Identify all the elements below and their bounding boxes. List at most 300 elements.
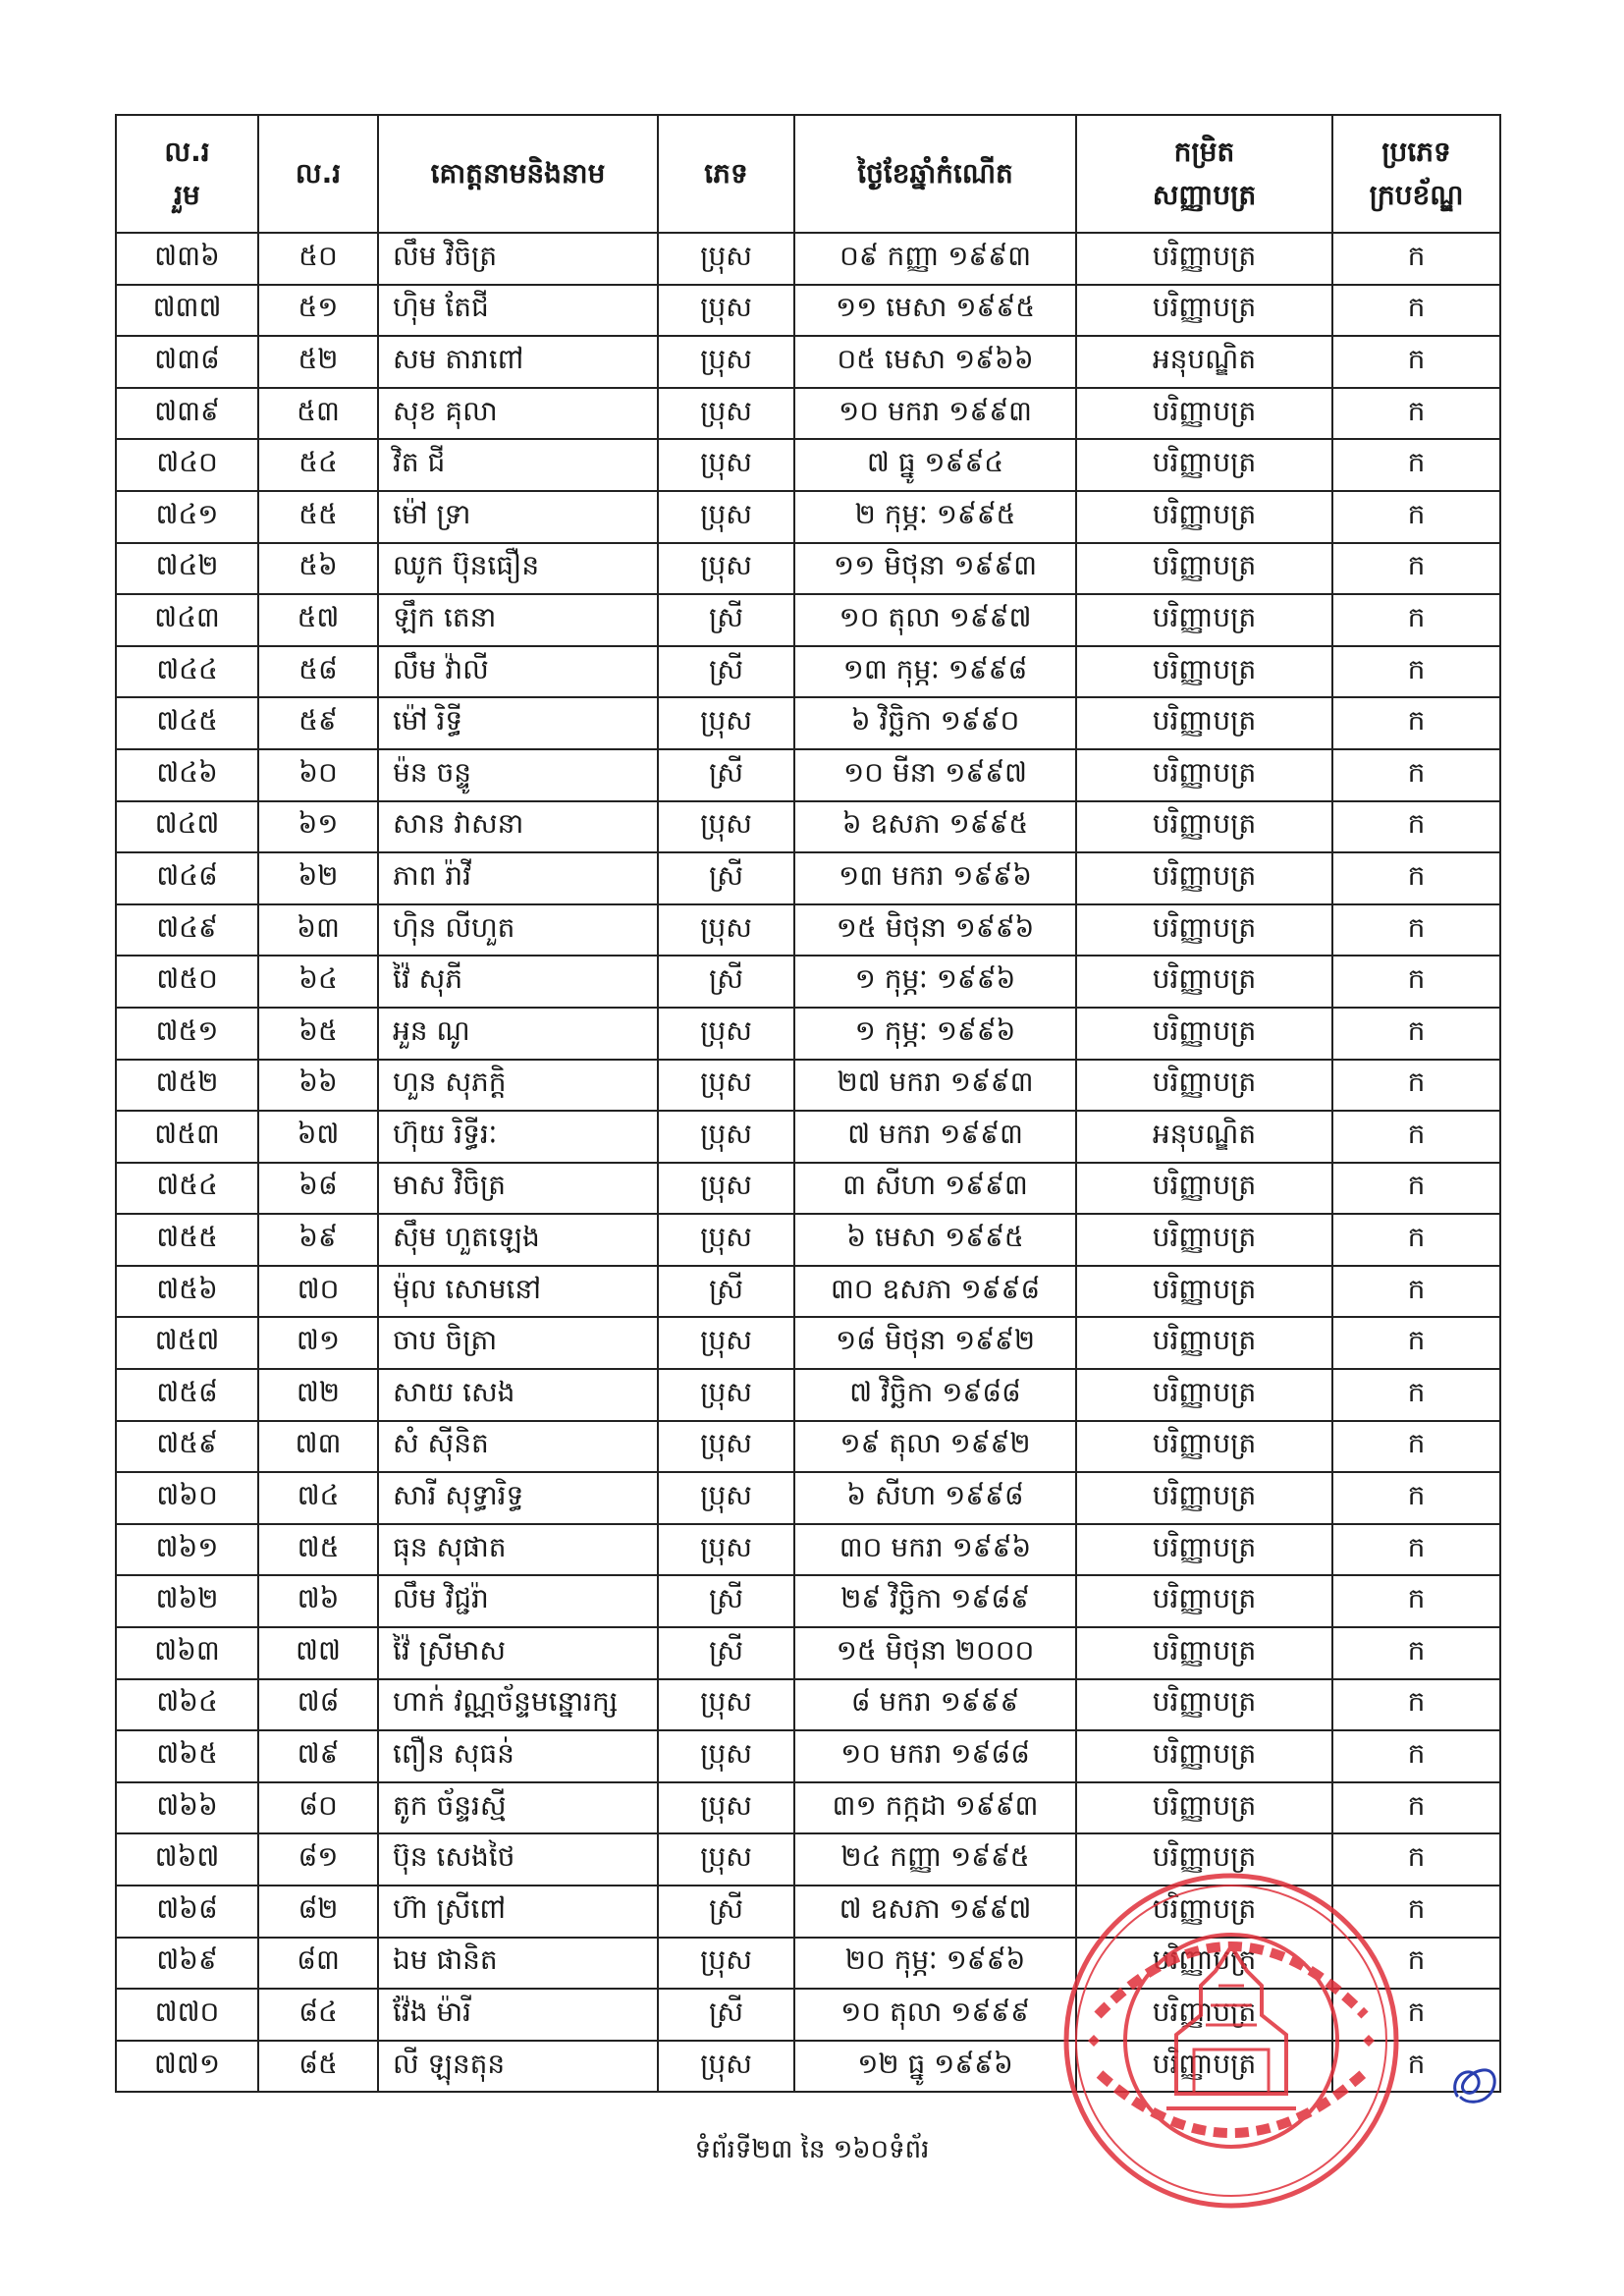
cell-category: ក <box>1332 1214 1500 1266</box>
cell-degree: បរិញ្ញាបត្រ <box>1076 852 1332 904</box>
cell-no: ៧៦ <box>258 1575 378 1627</box>
cell-no: ៥៦ <box>258 543 378 595</box>
cell-name: ហ៊ិន លីហួត <box>378 904 658 957</box>
cell-name: ប៊ុន សេងថៃ <box>378 1833 658 1886</box>
cell-degree: បរិញ្ញាបត្រ <box>1076 1421 1332 1473</box>
cell-category: ក <box>1332 2041 1500 2093</box>
cell-total-no: ៧៤៣ <box>116 594 258 646</box>
cell-total-no: ៧៤០ <box>116 439 258 491</box>
cell-total-no: ៧៧១ <box>116 2041 258 2093</box>
cell-sex: ប្រុស <box>658 1214 794 1266</box>
table-row <box>116 1369 1500 1421</box>
cell-no: ៦៦ <box>258 1060 378 1112</box>
table-row <box>116 852 1500 904</box>
cell-category: ក <box>1332 646 1500 698</box>
cell-degree: បរិញ្ញាបត្រ <box>1076 1833 1332 1886</box>
cell-degree: បរិញ្ញាបត្រ <box>1076 904 1332 957</box>
cell-no: ៧៥ <box>258 1524 378 1576</box>
cell-category: ក <box>1332 439 1500 491</box>
cell-degree: បរិញ្ញាបត្រ <box>1076 1266 1332 1318</box>
header-birthdate: ថ្ងៃខែឆ្នាំកំណើត <box>794 115 1076 233</box>
table-body <box>116 233 1500 2092</box>
cell-category: ក <box>1332 1317 1500 1369</box>
cell-birthdate: ១៩ តុលា ១៩៩២ <box>794 1421 1076 1473</box>
cell-no: ៧៩ <box>258 1730 378 1782</box>
cell-name: ភាព រ៉ាវី <box>378 852 658 904</box>
cell-birthdate: ៧ វិច្ឆិកា ១៩៨៨ <box>794 1369 1076 1421</box>
cell-degree: បរិញ្ញាបត្រ <box>1076 749 1332 801</box>
table-row <box>116 1730 1500 1782</box>
cell-sex: ប្រុស <box>658 1060 794 1112</box>
cell-sex: ប្រុស <box>658 1008 794 1060</box>
header-sex: ភេទ <box>658 115 794 233</box>
cell-category: ក <box>1332 594 1500 646</box>
cell-category: ក <box>1332 1627 1500 1679</box>
cell-name: វ៉ែង ម៉ារី <box>378 1989 658 2041</box>
cell-no: ៨៣ <box>258 1938 378 1990</box>
cell-birthdate: ២០ កុម្ភៈ ១៩៩៦ <box>794 1938 1076 1990</box>
cell-category: ក <box>1332 749 1500 801</box>
cell-sex: ប្រុស <box>658 697 794 749</box>
cell-sex: ស្រី <box>658 1989 794 2041</box>
cell-no: ៧១ <box>258 1317 378 1369</box>
cell-degree: បរិញ្ញាបត្រ <box>1076 646 1332 698</box>
cell-category: ក <box>1332 956 1500 1008</box>
table-row <box>116 1008 1500 1060</box>
cell-no: ៧៤ <box>258 1472 378 1524</box>
cell-total-no: ៧៦៤ <box>116 1679 258 1731</box>
table-row <box>116 2041 1500 2093</box>
cell-total-no: ៧៥០ <box>116 956 258 1008</box>
personnel-table <box>115 114 1501 2093</box>
cell-degree: អនុបណ្ឌិត <box>1076 336 1332 388</box>
cell-sex: ស្រី <box>658 1886 794 1938</box>
table-row <box>116 1575 1500 1627</box>
cell-total-no: ៧៦០ <box>116 1472 258 1524</box>
cell-no: ៦៧ <box>258 1111 378 1163</box>
table-row <box>116 388 1500 440</box>
cell-name: សំ ស៊ីនិត <box>378 1421 658 1473</box>
cell-no: ៦៣ <box>258 904 378 957</box>
cell-category: ក <box>1332 1008 1500 1060</box>
cell-category: ក <box>1332 1111 1500 1163</box>
table-row <box>116 1627 1500 1679</box>
cell-sex: ស្រី <box>658 1266 794 1318</box>
cell-name: សម តារាពៅ <box>378 336 658 388</box>
cell-category: ក <box>1332 1421 1500 1473</box>
cell-total-no: ៧៣៨ <box>116 336 258 388</box>
cell-no: ៦២ <box>258 852 378 904</box>
cell-name: វ៉ៃ ស្រីមាស <box>378 1627 658 1679</box>
cell-total-no: ៧៧០ <box>116 1989 258 2041</box>
cell-degree: បរិញ្ញាបត្រ <box>1076 1008 1332 1060</box>
cell-no: ៦១ <box>258 801 378 853</box>
cell-name: ម៉ៅ ទ្រា <box>378 491 658 543</box>
table-row <box>116 439 1500 491</box>
cell-sex: ប្រុស <box>658 233 794 285</box>
cell-name: លី ឡុនតុន <box>378 2041 658 2093</box>
cell-sex: ប្រុស <box>658 336 794 388</box>
cell-total-no: ៧៣៦ <box>116 233 258 285</box>
cell-birthdate: ១០ តុលា ១៩៩៩ <box>794 1989 1076 2041</box>
cell-degree: បរិញ្ញាបត្រ <box>1076 1214 1332 1266</box>
table-row <box>116 1989 1500 2041</box>
cell-no: ៨៥ <box>258 2041 378 2093</box>
cell-name: ស៊ឹម ហួតឡេង <box>378 1214 658 1266</box>
cell-no: ៦០ <box>258 749 378 801</box>
cell-birthdate: ៦ ឧសភា ១៩៩៥ <box>794 801 1076 853</box>
header-total-no: ល.រ រួម <box>116 115 258 233</box>
cell-sex: ប្រុស <box>658 388 794 440</box>
cell-total-no: ៧៦៩ <box>116 1938 258 1990</box>
cell-sex: ស្រី <box>658 852 794 904</box>
cell-birthdate: ២ កុម្ភៈ ១៩៩៥ <box>794 491 1076 543</box>
cell-sex: ប្រុស <box>658 543 794 595</box>
cell-no: ៧៣ <box>258 1421 378 1473</box>
cell-total-no: ៧៦៣ <box>116 1627 258 1679</box>
cell-sex: ប្រុស <box>658 1421 794 1473</box>
cell-sex: ប្រុស <box>658 1730 794 1782</box>
header-category: ប្រភេទ ក្របខ័ណ្ឌ <box>1332 115 1500 233</box>
cell-birthdate: ១០ មករា ១៩៩៣ <box>794 388 1076 440</box>
cell-name: ហាក់ វណ្ណច័ន្ទមន្នោរក្ស <box>378 1679 658 1731</box>
cell-no: ៥១ <box>258 285 378 337</box>
cell-no: ៨០ <box>258 1782 378 1834</box>
cell-category: ក <box>1332 697 1500 749</box>
header-degree: កម្រិត សញ្ញាបត្រ <box>1076 115 1332 233</box>
cell-name: ឈូក ប៊ុនធឿន <box>378 543 658 595</box>
cell-name: សុខ គុលា <box>378 388 658 440</box>
cell-category: ក <box>1332 904 1500 957</box>
cell-birthdate: ៣១ កក្កដា ១៩៩៣ <box>794 1782 1076 1834</box>
cell-total-no: ៧៦៨ <box>116 1886 258 1938</box>
cell-total-no: ៧៤៤ <box>116 646 258 698</box>
cell-category: ក <box>1332 233 1500 285</box>
cell-category: ក <box>1332 1060 1500 1112</box>
cell-category: ក <box>1332 1369 1500 1421</box>
cell-birthdate: ៦ មេសា ១៩៩៥ <box>794 1214 1076 1266</box>
cell-birthdate: ១៣ កុម្ភៈ ១៩៩៨ <box>794 646 1076 698</box>
cell-birthdate: ១១ មេសា ១៩៩៥ <box>794 285 1076 337</box>
cell-birthdate: ៣ សីហា ១៩៩៣ <box>794 1163 1076 1215</box>
cell-degree: បរិញ្ញាបត្រ <box>1076 543 1332 595</box>
cell-category: ក <box>1332 543 1500 595</box>
cell-degree: បរិញ្ញាបត្រ <box>1076 1060 1332 1112</box>
cell-no: ៧៧ <box>258 1627 378 1679</box>
document-sheet <box>115 114 1499 2093</box>
cell-total-no: ៧៥៨ <box>116 1369 258 1421</box>
cell-no: ៧៨ <box>258 1679 378 1731</box>
table-row <box>116 1214 1500 1266</box>
cell-no: ៥០ <box>258 233 378 285</box>
cell-total-no: ៧៦១ <box>116 1524 258 1576</box>
cell-degree: បរិញ្ញាបត្រ <box>1076 1163 1332 1215</box>
cell-total-no: ៧៣៩ <box>116 388 258 440</box>
cell-no: ៨៤ <box>258 1989 378 2041</box>
cell-birthdate: ១១ មិថុនា ១៩៩៣ <box>794 543 1076 595</box>
cell-total-no: ៧៤៦ <box>116 749 258 801</box>
table-row <box>116 1782 1500 1834</box>
table-row <box>116 1266 1500 1318</box>
cell-degree: បរិញ្ញាបត្រ <box>1076 1730 1332 1782</box>
cell-birthdate: ១០ តុលា ១៩៩៧ <box>794 594 1076 646</box>
cell-name: ឯម ផានិត <box>378 1938 658 1990</box>
cell-name: មាស វិចិត្រ <box>378 1163 658 1215</box>
cell-total-no: ៧៥២ <box>116 1060 258 1112</box>
cell-degree: បរិញ្ញាបត្រ <box>1076 801 1332 853</box>
cell-category: ក <box>1332 1730 1500 1782</box>
cell-name: អួន ណូ <box>378 1008 658 1060</box>
cell-total-no: ៧៥៧ <box>116 1317 258 1369</box>
cell-no: ៥៨ <box>258 646 378 698</box>
table-row <box>116 1524 1500 1576</box>
table-row <box>116 904 1500 957</box>
cell-birthdate: ១ កុម្ភៈ ១៩៩៦ <box>794 956 1076 1008</box>
cell-sex: ប្រុស <box>658 491 794 543</box>
cell-sex: ប្រុស <box>658 285 794 337</box>
cell-category: ក <box>1332 491 1500 543</box>
cell-degree: បរិញ្ញាបត្រ <box>1076 1989 1332 2041</box>
cell-total-no: ៧៤៨ <box>116 852 258 904</box>
cell-sex: ប្រុស <box>658 439 794 491</box>
cell-degree: បរិញ្ញាបត្រ <box>1076 285 1332 337</box>
header-name: គោត្តនាមនិងនាម <box>378 115 658 233</box>
cell-degree: បរិញ្ញាបត្រ <box>1076 1369 1332 1421</box>
table-row <box>116 1421 1500 1473</box>
table-row <box>116 646 1500 698</box>
cell-no: ៥៥ <box>258 491 378 543</box>
cell-no: ៨១ <box>258 1833 378 1886</box>
cell-category: ក <box>1332 285 1500 337</box>
cell-name: ឡឹក តេនា <box>378 594 658 646</box>
cell-name: ហ៊ុយ រិទ្ធីរៈ <box>378 1111 658 1163</box>
cell-no: ៥៧ <box>258 594 378 646</box>
cell-total-no: ៧៥៤ <box>116 1163 258 1215</box>
cell-sex: ប្រុស <box>658 2041 794 2093</box>
cell-name: ហ៊ា ស្រីពៅ <box>378 1886 658 1938</box>
cell-total-no: ៧៦២ <box>116 1575 258 1627</box>
cell-total-no: ៧៣៧ <box>116 285 258 337</box>
cell-no: ៦៤ <box>258 956 378 1008</box>
cell-no: ៥៤ <box>258 439 378 491</box>
cell-name: ធុន សុផាត <box>378 1524 658 1576</box>
cell-name: ហួន សុភក្តិ <box>378 1060 658 1112</box>
cell-no: ៧២ <box>258 1369 378 1421</box>
cell-total-no: ៧៤១ <box>116 491 258 543</box>
table-row <box>116 1111 1500 1163</box>
cell-no: ៧០ <box>258 1266 378 1318</box>
cell-birthdate: ២៧ មករា ១៩៩៣ <box>794 1060 1076 1112</box>
cell-sex: ប្រុស <box>658 1472 794 1524</box>
cell-category: ក <box>1332 1679 1500 1731</box>
cell-sex: ស្រី <box>658 749 794 801</box>
table-row <box>116 1060 1500 1112</box>
table-row <box>116 1833 1500 1886</box>
table-row <box>116 1472 1500 1524</box>
table-row <box>116 543 1500 595</box>
cell-birthdate: ១៥ មិថុនា ១៩៩៦ <box>794 904 1076 957</box>
cell-birthdate: ១៨ មិថុនា ១៩៩២ <box>794 1317 1076 1369</box>
cell-sex: ប្រុស <box>658 1782 794 1834</box>
cell-total-no: ៧៥៦ <box>116 1266 258 1318</box>
cell-category: ក <box>1332 852 1500 904</box>
cell-no: ៥២ <box>258 336 378 388</box>
cell-no: ៥៣ <box>258 388 378 440</box>
cell-sex: ស្រី <box>658 594 794 646</box>
cell-name: ចាប ចិត្រា <box>378 1317 658 1369</box>
cell-degree: បរិញ្ញាបត្រ <box>1076 1472 1332 1524</box>
cell-birthdate: ៧ ឧសភា ១៩៩៧ <box>794 1886 1076 1938</box>
cell-name: លឹម វិជ្ជរ៉ា <box>378 1575 658 1627</box>
cell-birthdate: ៦ វិច្ឆិកា ១៩៩០ <box>794 697 1076 749</box>
cell-birthdate: ១២ ធ្នូ ១៩៩៦ <box>794 2041 1076 2093</box>
cell-category: ក <box>1332 1266 1500 1318</box>
cell-total-no: ៧៦៥ <box>116 1730 258 1782</box>
cell-no: ៦៨ <box>258 1163 378 1215</box>
cell-birthdate: ០៥ មេសា ១៩៦៦ <box>794 336 1076 388</box>
cell-no: ៦៩ <box>258 1214 378 1266</box>
cell-birthdate: ១០ មីនា ១៩៩៧ <box>794 749 1076 801</box>
cell-birthdate: ១៣ មករា ១៩៩៦ <box>794 852 1076 904</box>
cell-degree: បរិញ្ញាបត្រ <box>1076 1679 1332 1731</box>
cell-birthdate: ៧ មករា ១៩៩៣ <box>794 1111 1076 1163</box>
table-row <box>116 697 1500 749</box>
cell-birthdate: ២៩ វិច្ឆិកា ១៩៨៩ <box>794 1575 1076 1627</box>
cell-total-no: ៧៥៩ <box>116 1421 258 1473</box>
cell-no: ៥៩ <box>258 697 378 749</box>
cell-name: តូក ច័ន្ទរស្មី <box>378 1782 658 1834</box>
cell-birthdate: ៨ មករា ១៩៩៩ <box>794 1679 1076 1731</box>
cell-total-no: ៧៦៦ <box>116 1782 258 1834</box>
cell-degree: បរិញ្ញាបត្រ <box>1076 233 1332 285</box>
table-row <box>116 1163 1500 1215</box>
cell-sex: ប្រុស <box>658 1111 794 1163</box>
cell-sex: ប្រុស <box>658 1938 794 1990</box>
cell-birthdate: ១ កុម្ភៈ ១៩៩៦ <box>794 1008 1076 1060</box>
table-row <box>116 233 1500 285</box>
cell-name: សារី សុទ្ធារិទ្ធ <box>378 1472 658 1524</box>
cell-total-no: ៧៤៥ <box>116 697 258 749</box>
table-row <box>116 336 1500 388</box>
page-footer: ទំព័រទី២៣ នៃ ១៦០ទំព័រ <box>694 2135 930 2164</box>
header-row <box>116 115 1500 233</box>
cell-category: ក <box>1332 1886 1500 1938</box>
cell-sex: ប្រុស <box>658 1369 794 1421</box>
cell-birthdate: ១០ មករា ១៩៨៨ <box>794 1730 1076 1782</box>
cell-name: ម៉ន ចន្ទូ <box>378 749 658 801</box>
cell-total-no: ៧៤២ <box>116 543 258 595</box>
table-row <box>116 956 1500 1008</box>
cell-sex: ប្រុស <box>658 1317 794 1369</box>
table-row <box>116 1886 1500 1938</box>
cell-degree: អនុបណ្ឌិត <box>1076 1111 1332 1163</box>
cell-name: លឹម វិចិត្រ <box>378 233 658 285</box>
cell-degree: បរិញ្ញាបត្រ <box>1076 1575 1332 1627</box>
header-no: ល.រ <box>258 115 378 233</box>
cell-sex: ស្រី <box>658 956 794 1008</box>
cell-sex: ប្រុស <box>658 1524 794 1576</box>
cell-name: លឹម វ៉ាលី <box>378 646 658 698</box>
cell-no: ៨២ <box>258 1886 378 1938</box>
table-row <box>116 491 1500 543</box>
cell-sex: ប្រុស <box>658 1679 794 1731</box>
cell-degree: បរិញ្ញាបត្រ <box>1076 1317 1332 1369</box>
cell-total-no: ៧៥៥ <box>116 1214 258 1266</box>
cell-name: ម៉ៅ រិទ្ធី <box>378 697 658 749</box>
cell-birthdate: ៦ សីហា ១៩៩៨ <box>794 1472 1076 1524</box>
cell-sex: ប្រុស <box>658 1163 794 1215</box>
cell-degree: បរិញ្ញាបត្រ <box>1076 697 1332 749</box>
cell-category: ក <box>1332 336 1500 388</box>
cell-total-no: ៧៦៧ <box>116 1833 258 1886</box>
cell-degree: បរិញ្ញាបត្រ <box>1076 439 1332 491</box>
cell-total-no: ៧៥៣ <box>116 1111 258 1163</box>
cell-name: វិត ជី <box>378 439 658 491</box>
table-row <box>116 1317 1500 1369</box>
cell-category: ក <box>1332 1163 1500 1215</box>
cell-degree: បរិញ្ញាបត្រ <box>1076 1886 1332 1938</box>
cell-category: ក <box>1332 1833 1500 1886</box>
cell-category: ក <box>1332 1524 1500 1576</box>
cell-birthdate: ០៩ កញ្ញា ១៩៩៣ <box>794 233 1076 285</box>
table-row <box>116 1679 1500 1731</box>
cell-degree: បរិញ្ញាបត្រ <box>1076 1627 1332 1679</box>
cell-category: ក <box>1332 1472 1500 1524</box>
cell-sex: ស្រី <box>658 1627 794 1679</box>
cell-degree: បរិញ្ញាបត្រ <box>1076 1782 1332 1834</box>
cell-no: ៦៥ <box>258 1008 378 1060</box>
cell-category: ក <box>1332 801 1500 853</box>
cell-degree: បរិញ្ញាបត្រ <box>1076 388 1332 440</box>
cell-category: ក <box>1332 388 1500 440</box>
table-row <box>116 749 1500 801</box>
cell-birthdate: ៣០ មករា ១៩៩៦ <box>794 1524 1076 1576</box>
cell-total-no: ៧៤៧ <box>116 801 258 853</box>
cell-category: ក <box>1332 1938 1500 1990</box>
cell-birthdate: ៣០ ឧសភា ១៩៩៨ <box>794 1266 1076 1318</box>
cell-sex: ប្រុស <box>658 904 794 957</box>
table-row <box>116 801 1500 853</box>
cell-birthdate: ១៥ មិថុនា ២០០០ <box>794 1627 1076 1679</box>
table-row <box>116 1938 1500 1990</box>
cell-birthdate: ២៤ កញ្ញា ១៩៩៥ <box>794 1833 1076 1886</box>
cell-degree: បរិញ្ញាបត្រ <box>1076 1524 1332 1576</box>
cell-name: ហ៊ិម តែជី <box>378 285 658 337</box>
table-header <box>116 115 1500 233</box>
cell-category: ក <box>1332 1989 1500 2041</box>
cell-category: ក <box>1332 1782 1500 1834</box>
cell-total-no: ៧៤៩ <box>116 904 258 957</box>
cell-sex: ស្រី <box>658 1575 794 1627</box>
table-row <box>116 285 1500 337</box>
table-row <box>116 594 1500 646</box>
cell-degree: បរិញ្ញាបត្រ <box>1076 491 1332 543</box>
cell-name: ម៉ុល សោមនៅ <box>378 1266 658 1318</box>
cell-sex: ប្រុស <box>658 801 794 853</box>
cell-sex: ស្រី <box>658 646 794 698</box>
cell-degree: បរិញ្ញាបត្រ <box>1076 956 1332 1008</box>
cell-total-no: ៧៥១ <box>116 1008 258 1060</box>
cell-degree: បរិញ្ញាបត្រ <box>1076 1938 1332 1990</box>
cell-degree: បរិញ្ញាបត្រ <box>1076 594 1332 646</box>
cell-sex: ប្រុស <box>658 1833 794 1886</box>
cell-birthdate: ៧ ធ្នូ ១៩៩៤ <box>794 439 1076 491</box>
cell-name: ពឿន សុធន់ <box>378 1730 658 1782</box>
cell-name: សាន វាសនា <box>378 801 658 853</box>
cell-degree: បរិញ្ញាបត្រ <box>1076 2041 1332 2093</box>
cell-name: វ៉ៃ សុភី <box>378 956 658 1008</box>
cell-name: សាយ សេង <box>378 1369 658 1421</box>
